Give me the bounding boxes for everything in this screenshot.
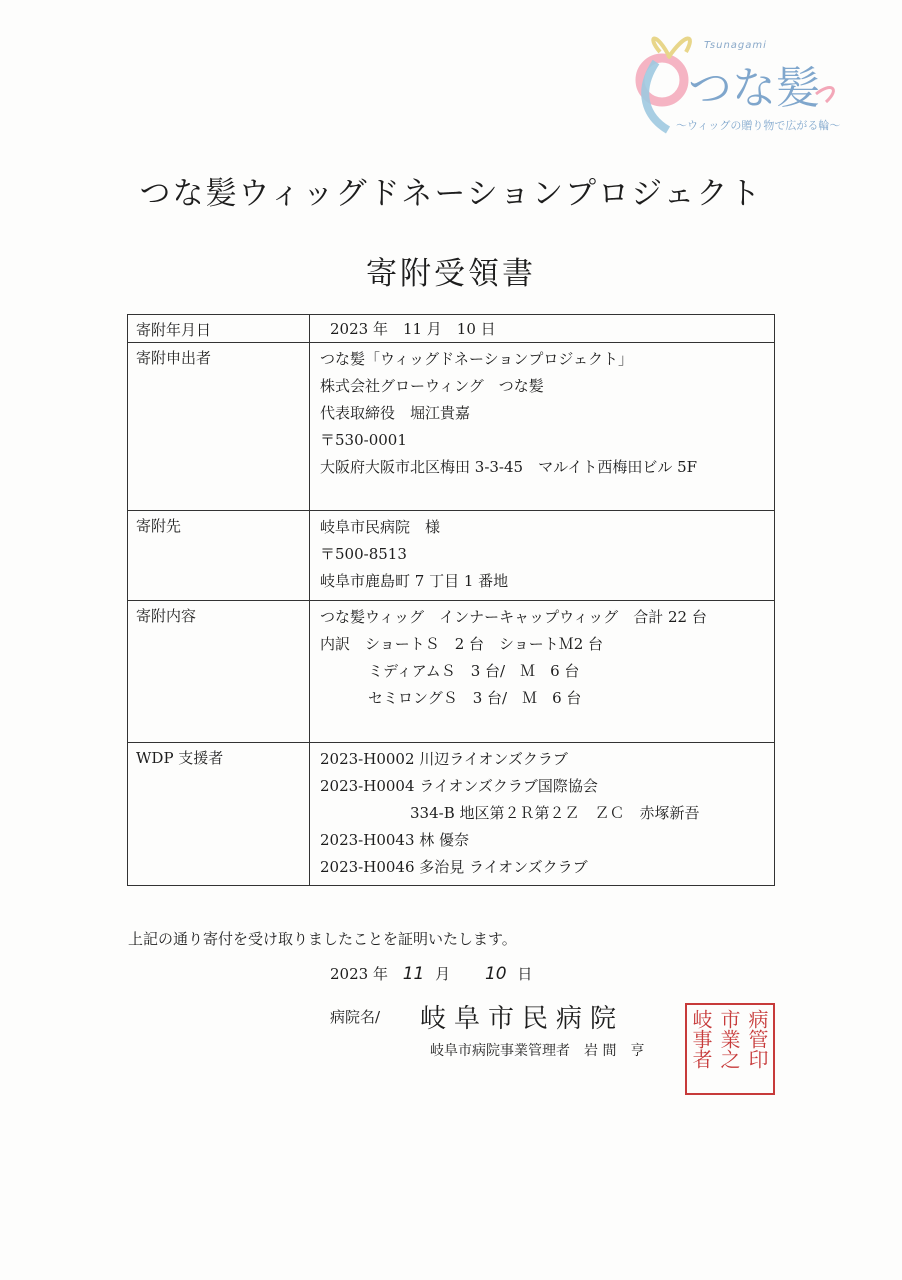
applicant-line: 株式会社グローウィング つな髪 [320, 377, 544, 395]
issue-date [330, 963, 532, 984]
row-date [128, 315, 775, 343]
content-line: ミディアムＳ 3 台/ Ｍ 6 台 [368, 662, 580, 680]
hospital-label: 病院名/ [330, 1008, 381, 1026]
date-label: 寄附年月日 [128, 315, 310, 343]
recipient-line: 〒500-8513 [320, 545, 407, 563]
official-seal [685, 1003, 775, 1095]
applicant-line: 大阪府大阪市北区梅田 3-3-45 マルイト西梅田ビル 5F [320, 458, 698, 476]
supporter-line: 2023-H0043 林 優奈 [320, 831, 470, 849]
content-line: セミロングＳ 3 台/ Ｍ 6 台 [368, 689, 582, 707]
recipient-line: 岐阜市鹿島町 7 丁目 1 番地 [320, 572, 509, 590]
tsunagami-logo [626, 22, 858, 140]
content-value [310, 601, 775, 743]
date-value: 2023 年 11 月 10 日 [310, 315, 775, 343]
row-recipient [128, 511, 775, 601]
document-subtitle: 寄附受領書 [366, 256, 536, 292]
row-content [128, 601, 775, 743]
row-supporters [128, 743, 775, 886]
logo-romanized: Tsunagami [704, 40, 767, 51]
seal-col2: 市業之 [717, 1009, 741, 1069]
recipient-line: 岐阜市民病院 様 [320, 518, 441, 536]
supporter-line: 2023-H0004 ライオンズクラブ国際協会 [320, 777, 598, 795]
manager-name: 岐阜市病院事業管理者 岩 間 亨 [430, 1043, 645, 1059]
recipient-value [310, 511, 775, 601]
content-line: つな髪ウィッグ インナーキャップウィッグ 合計 22 台 [320, 608, 707, 626]
seal-column [715, 1009, 743, 1072]
logo-tagline: 〜ウィッグの贈り物で広がる輪〜 [676, 119, 841, 132]
content-line: 内訳 ショートＳ 2 台 ショートＭ2 台 [320, 635, 604, 653]
applicant-value [310, 343, 775, 511]
applicant-label: 寄附申出者 [128, 343, 310, 511]
hospital-name: 岐阜市民病院 [420, 1004, 625, 1034]
supporter-value [310, 743, 775, 886]
applicant-line: 代表取締役 堀江貴嘉 [320, 404, 471, 422]
applicant-line: 〒530-0001 [320, 431, 407, 449]
seal-column [687, 1009, 715, 1072]
supporter-label: WDP 支援者 [128, 743, 310, 886]
seal-column [743, 1009, 771, 1072]
supporter-line: 334-B 地区第２Ｒ第２Ｚ ＺＣ 赤塚新吾 [410, 804, 700, 822]
day-unit: 日 [517, 965, 533, 983]
document-title: つな髪ウィッグドネーションプロジェクト [139, 176, 763, 212]
seal-col1: 病管印 [745, 1009, 769, 1069]
seal-col3: 岐事者 [689, 1009, 713, 1069]
logo-brand: つな髪 [688, 63, 820, 114]
issue-day: 10 [484, 964, 507, 984]
certification-text: 上記の通り寄付を受け取りましたことを証明いたします。 [128, 930, 517, 948]
issue-month: 11 [402, 964, 425, 984]
month-unit: 月 [435, 965, 451, 983]
content-label: 寄附内容 [128, 601, 310, 743]
recipient-label: 寄附先 [128, 511, 310, 601]
row-applicant [128, 343, 775, 511]
applicant-line: つな髪「ウィッグドネーションプロジェクト」 [320, 350, 634, 368]
supporter-line: 2023-H0046 多治見 ライオンズクラブ [320, 858, 588, 876]
supporter-line: 2023-H0002 川辺ライオンズクラブ [320, 750, 568, 768]
issue-year: 2023 年 [330, 965, 388, 983]
donation-table [127, 314, 775, 886]
